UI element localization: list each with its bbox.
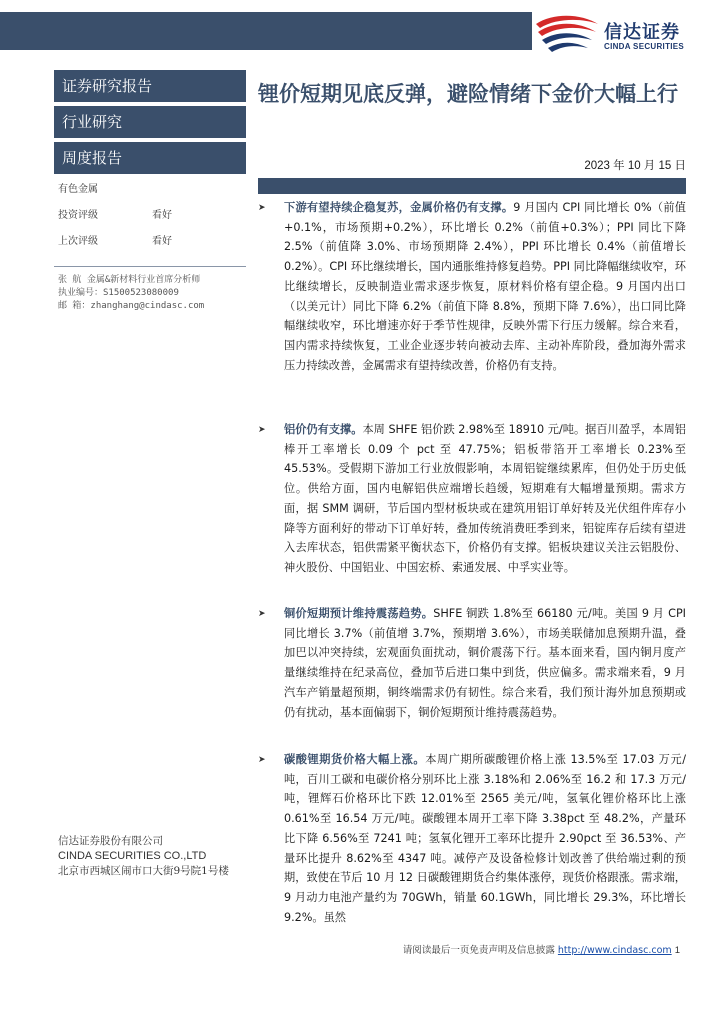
bullet-text xyxy=(284,420,686,578)
prev-rating-value: 看好 xyxy=(152,236,172,247)
sidebar-divider xyxy=(54,266,246,267)
cinda-logo-icon xyxy=(534,14,600,54)
company-name-cn: 信达证券股份有限公司 xyxy=(58,835,163,847)
arrow-bullet-icon: ➤ xyxy=(258,609,266,619)
title-underline-bar xyxy=(258,178,686,194)
report-type-box: 证券研究报告 xyxy=(54,70,246,102)
analyst-license: 执业编号：S1500523080009 xyxy=(58,288,179,298)
bullet-body: 本周 SHFE 铝价跌 2.98%至 18910 元/吨。据百川盈孚，本周铝棒开工率增长 0.09 个 pct 至 47.75%；铝板带箔开工率增长 0.23%至 45.53%。受假期下游加工行业放假影响，本周铝锭继续累库，但仍处于历史低位。供给方面，国内电解铝供应端增长趋缓，短期难有大幅增量预期。需求方面，据 SMM 调研，节后国内型材板块或在建筑用铝订单好转及光伏组件库存小降等方面利好的带动下订单好转，叠加传统消费旺季到来，铝锭库存后续有望进入去库状态，铝供需紧平衡状态下，价格仍有支撑。铝板块建议关注云铝股份、神火股份、中国铝业、中国宏桥、索通发展、中孚实业等。 xyxy=(284,423,686,574)
prev-rating-label: 上次评级 xyxy=(58,236,98,247)
bullet-heading: 铜价短期预计维持震荡趋势。 xyxy=(284,607,434,620)
rating-label: 投资评级 xyxy=(58,210,98,221)
arrow-bullet-icon: ➤ xyxy=(258,425,266,435)
bullet-heading: 碳酸锂期货价格大幅上涨。 xyxy=(284,753,426,766)
company-name-en: CINDA SECURITIES CO.,LTD xyxy=(58,850,207,862)
bullet-body: 9 月国内 CPI 同比增长 0%（前值+0.1%，市场预期+0.2%），环比增长 0.2%（前值+0.3%）；PPI 同比下降 2.5%（前值降 3.0%、市场预期降 2.4%），PPI 环比增长 0.4%（前值增长 0.2%）。CPI 环比继续增长，国内通胀维持修复趋势。PPI 同比降幅继续收窄，环比继续增长，反映制造业需求逐步恢复，原材料价格有望企稳。9 月国内出口（以美元计）同比下降 6.2%（前值下降 8.8%，预期下降 7.6%），出口同比降幅继续收窄，环比增速亦好于季节性规律，反映外需下行压力缓解。综合来看，国内需求持续恢复，工业企业逐步转向被动去库、主动补库阶段，叠加海外需求压力持续改善，金属需求有望持续改善，价格仍有支持。 xyxy=(284,201,686,372)
research-type-box: 行业研究 xyxy=(54,106,246,138)
sector-label: 有色金属 xyxy=(58,184,98,195)
rating-value: 看好 xyxy=(152,210,172,221)
frequency-box: 周度报告 xyxy=(54,142,246,174)
bullet-body: 本周广期所碳酸锂价格上涨 13.5%至 17.03 万元/吨，百川工碳和电碳价格分别环比上涨 3.18%和 2.06%至 16.2 和 17.3 万元/吨，锂辉石价格环比下跌 12.01%至 2565 美元/吨，氢氧化锂价格环比上涨 0.61%至 16.54 万元/吨。碳酸锂本周开工率下降 3.38pct 至 48.2%，产量环比下降 6.56%至 7241 吨；氢氧化锂开工率环比提升 2.90pct 至 36.53%、产量环比提升 8.62%至 4347 吨。减停产及设备检修计划改善了供给端过剩的预期，致使在节后 10 月 12 日碳酸锂期货合约集体涨停，现货价格跟涨。需求端，9 月动力电池产量约为 70GWh，销量 60.1GWh，同比增长 29.3%，环比增长 9.2%。虽然 xyxy=(284,753,686,924)
header-strip xyxy=(0,12,532,50)
footer-url-link[interactable]: http://www.cindasc.com xyxy=(557,945,672,956)
page-number: 1 xyxy=(674,945,680,956)
page-header xyxy=(0,0,724,62)
company-info xyxy=(58,834,248,879)
arrow-bullet-icon: ➤ xyxy=(258,755,266,765)
bullet-heading: 下游有望持续企稳复苏，金属价格仍有支撑。 xyxy=(284,201,514,214)
arrow-bullet-icon: ➤ xyxy=(258,203,266,213)
logo-text-en: CINDA SECURITIES xyxy=(604,42,685,51)
bullet-heading: 铝价仍有支撑。 xyxy=(284,423,363,436)
footer-text xyxy=(260,942,680,956)
logo-text-cn: 信达证券 xyxy=(604,22,680,43)
company-logo xyxy=(532,14,722,54)
page-footer xyxy=(0,940,724,964)
left-sidebar xyxy=(54,70,246,940)
analyst-email[interactable]: 邮 箱：zhanghang@cindasc.com xyxy=(58,301,205,311)
analyst-name: 张 航 金属&新材料行业首席分析师 xyxy=(58,275,201,285)
footer-disclaimer: 请阅读最后一页免责声明及信息披露 xyxy=(402,945,555,956)
report-title: 锂价短期见底反弹，避险情绪下金价大幅上行 xyxy=(258,82,678,106)
company-address: 北京市西城区闹市口大街9号院1号楼 xyxy=(58,865,229,877)
bullet-text xyxy=(284,750,686,927)
bullet-text xyxy=(284,198,686,375)
report-date: 2023 年 10 月 15 日 xyxy=(584,160,686,172)
bullet-body: SHFE 铜跌 1.8%至 66180 元/吨。美国 9 月 CPI 同比增长 3.7%（前值增 3.7%，预期增 3.6%），市场美联储加息预期升温，叠加巴以冲突持续，宏观面负面扰动，铜价震荡下行。基本面来看，国内铜月度产量继续维持在纪录高位，叠加节后进口集中到货，供应偏多。需求端来看，9 月汽车产销量超预期，铜终端需求仍有韧性。综合来看，我们预计海外加息预期或仍有扰动，基本面偏弱下，铜价短期预计维持震荡趋势。 xyxy=(284,607,686,719)
analyst-info xyxy=(58,274,248,313)
bullet-text xyxy=(284,604,686,722)
